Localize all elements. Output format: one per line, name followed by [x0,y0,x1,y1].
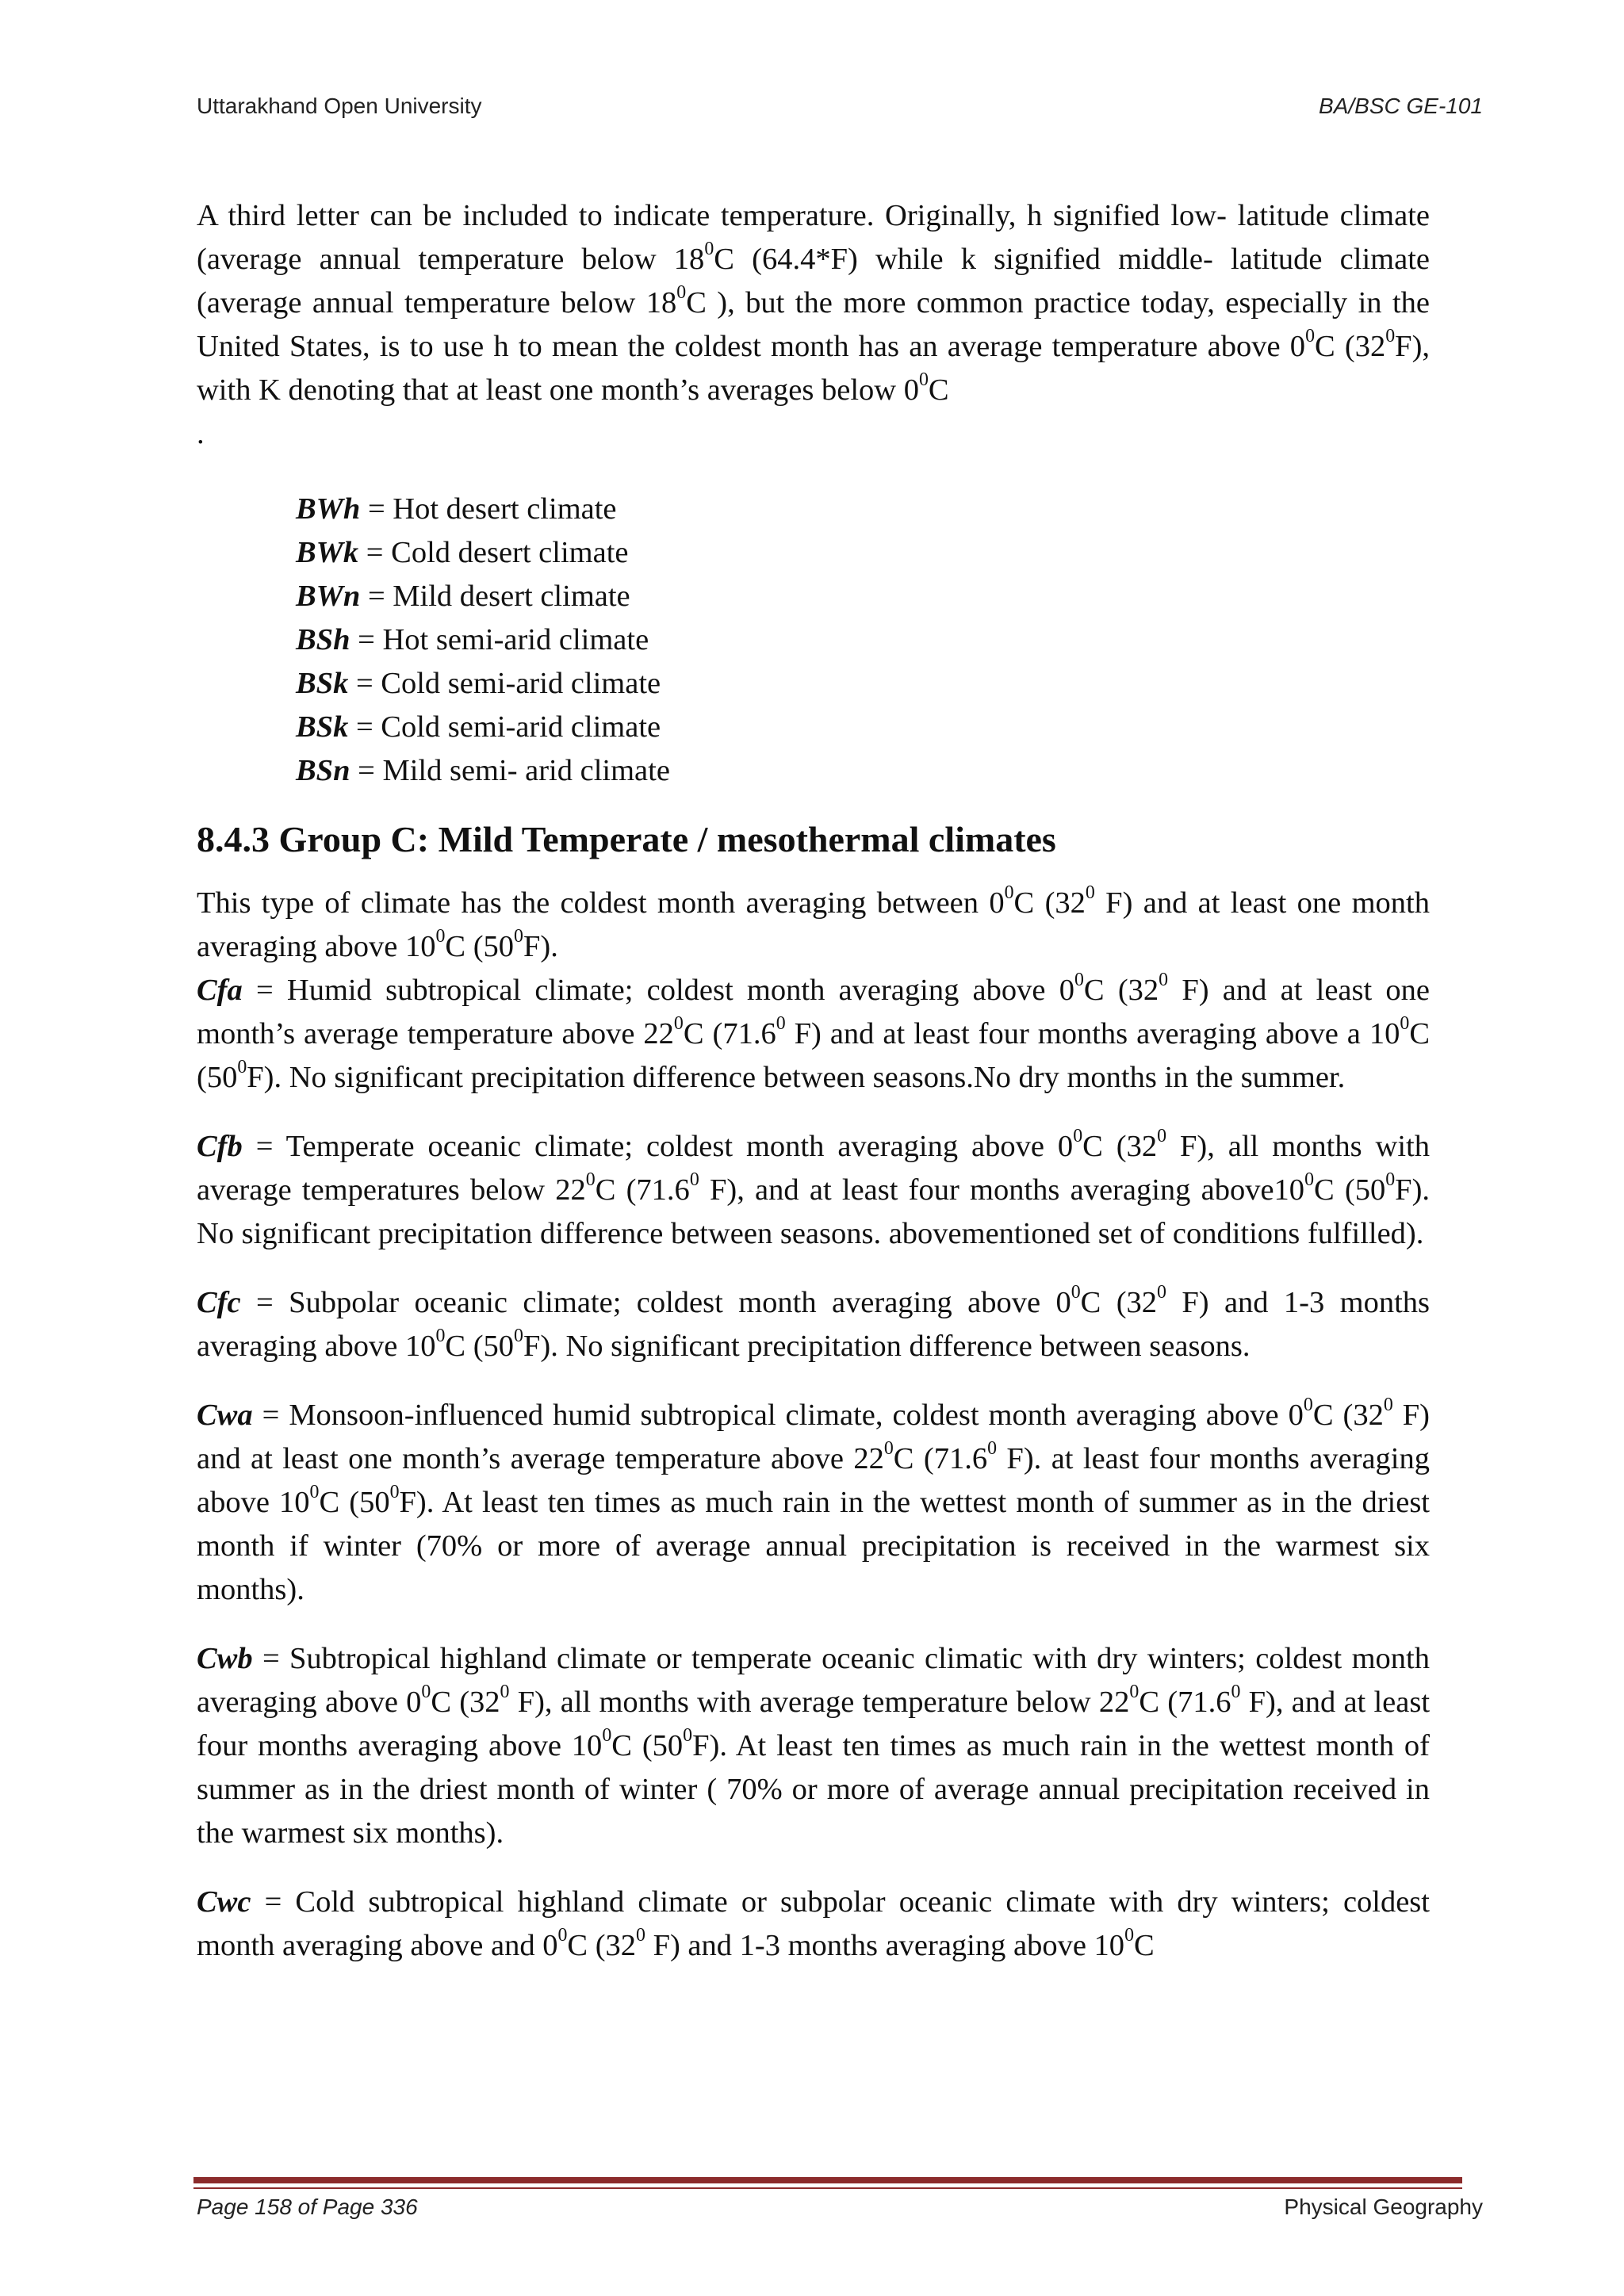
cfc-paragraph: Cfc = Subpolar oceanic climate; coldest month averaging above $0^0C$ ($32^0$ F) and 1-3 months averaging above $10^0C$ $(50^0F)$. No significant precipitation difference between seasons. [197,1282,1431,1363]
header-course-code: BA/BSC GE-101 [1319,94,1483,118]
cwc-code: Cwc [197,1885,251,1919]
footer-rule [193,2177,1462,2183]
list-item: BSk = Cold semi-arid climate [296,710,661,744]
list-item: BWk = Cold desert climate [296,536,629,569]
page-number: Page 158 of Page 336 [197,2195,418,2219]
intro-trailing-dot: . [197,417,205,450]
cfa-code: Cfa [197,974,243,1007]
header-university: Uttarakhand Open University [197,94,482,118]
cfc-code: Cfc [197,1286,241,1319]
cfb-paragraph: Cfb = Temperate oceanic climate; coldest month averaging above $0^0C$ ($32^0$ F), all months with average temperatures below $22^0C$ (71.6$^0$ F), and at least four months averaging $above10^0C$ $(50^0F)$. No significant precipitation difference between seasons. abovementioned set of conditions fulfilled). [197,1126,1431,1250]
list-item: BSk = Cold semi-arid climate [296,667,661,700]
cfb-code: Cfb [197,1130,243,1163]
list-item: BWh = Hot desert climate [296,492,617,526]
cwb-code: Cwb [197,1642,253,1675]
cfa-paragraph: Cfa = Humid subtropical climate; coldest month averaging above $0^0C$ ($32^0$ F) and at least one month’s average temperature above $22^0C$ (71.6$^0$ F) and at least four months averaging above a $10^0C$ $(50^0F)$. No significant precipitation difference between seasons.No dry months in the summer. [197,970,1431,1094]
footer-subject: Physical Geography [1284,2195,1483,2219]
list-item: BWn = Mild desert climate [296,580,630,613]
cwb-paragraph: Cwb = Subtropical highland climate or temperate oceanic climatic with dry winters; coldest month averaging above $0^0C$ ($32^0$ F), all months with average temperature below $22^0C$ (71.6$^0$ F), and at least four months averaging above $10^0C$ $(50^0F)$. At least ten times as much rain in the wettest month of summer as in the driest month of winter ( 70% or more of average annual precipitation received in the warmest six months). [197,1642,1431,1850]
page-body [197,194,1430,1968]
list-item: BSh = Hot semi-arid climate [296,623,649,656]
list-item: BSn = Mild semi- arid climate [296,754,670,787]
cwc-paragraph: Cwc = Cold subtropical highland climate or subpolar oceanic climate with dry winters; coldest month averaging above and $0^0C$ ($32^0$ F) and 1-3 months averaging above $10^0C$ [197,1885,1430,1962]
section-heading: 8.4.3 Group C: Mild Temperate / mesothermal climates [197,819,1056,859]
cwa-paragraph: Cwa = Monsoon-influenced humid subtropical climate, coldest month averaging above $0^0C$ ($32^0$ F) and at least one month’s average temperature above $22^0C$ (71.6$^0$ F). at least four months averaging above $10^0C$ $(50^0F)$. At least ten times as much rain in the wettest month of summer as in the driest month if winter (70% or more of average annual precipitation is received in the warmest six months). [197,1395,1431,1606]
footer-rule-thin [193,2187,1462,2189]
climate-code-list [296,488,1430,793]
group-c-intro: This type of climate has the coldest month averaging between $0^0C$ ($32^0$ F) and at least one month averaging above $10^0C$ $(50^0F)$. [197,882,1431,963]
intro-paragraph: A third letter can be included to indicate temperature. Originally, h signified low- latitude climate (average annual temperature below $18^0C$ (64.4*F) while k signified middle- latitude climate (average annual temperature below $18^0C$ ), but the more common practice today, especially in the United States, is to use h to mean the coldest month has an average temperature above $0^0C$ $(32^0F)$, with K denoting that at least one month’s averages below $0^0C$ [197,199,1431,407]
cwa-code: Cwa [197,1399,253,1432]
